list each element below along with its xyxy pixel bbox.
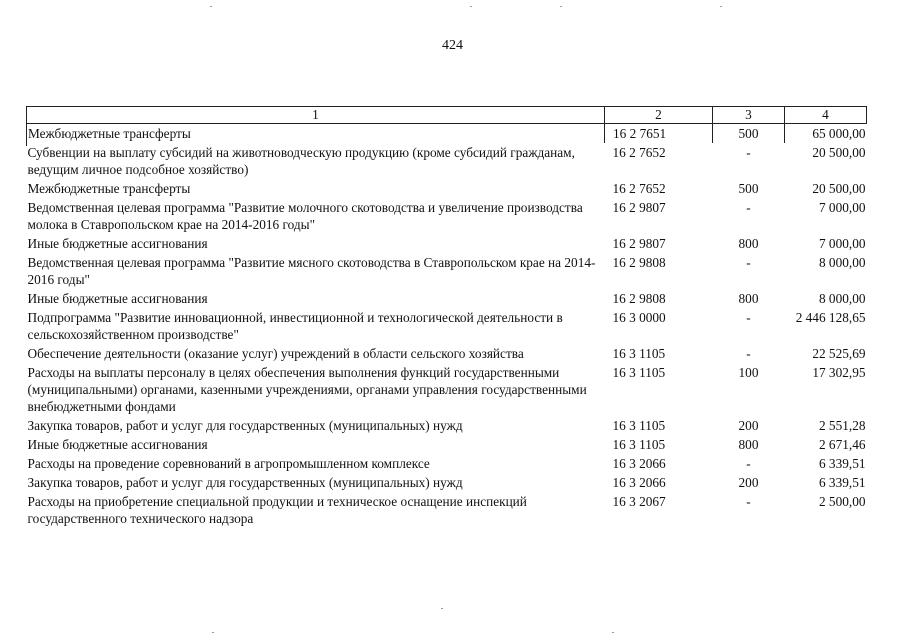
row-name-cell: Иные бюджетные ассигнования bbox=[27, 437, 208, 452]
table-row bbox=[27, 416, 867, 435]
row-code-cell: 16 2 7652 bbox=[612, 181, 666, 196]
row-code-cell: 16 2 9808 bbox=[612, 291, 666, 306]
row-type-cell: 800 bbox=[738, 437, 759, 452]
header-col-4: 4 bbox=[785, 107, 867, 124]
row-amount-cell: 20 500,00 bbox=[812, 145, 866, 160]
row-name-cell: Иные бюджетные ассигнования bbox=[27, 236, 208, 251]
row-amount-cell: 8 000,00 bbox=[818, 255, 866, 270]
row-type-cell: - bbox=[746, 456, 751, 471]
table-row bbox=[27, 289, 867, 308]
scan-speck bbox=[720, 6, 722, 7]
row-code-cell: 16 2 7651 bbox=[605, 124, 713, 144]
table-row bbox=[27, 492, 867, 528]
row-type-cell: 800 bbox=[738, 291, 759, 306]
row-amount-cell: 2 671,46 bbox=[818, 437, 866, 452]
row-code-cell: 16 2 7652 bbox=[612, 145, 666, 160]
row-name-cell: Закупка товаров, работ и услуг для государственных (муниципальных) нужд bbox=[27, 475, 463, 490]
row-amount-cell: 7 000,00 bbox=[818, 236, 866, 251]
row-name-cell: Расходы на проведение соревнований в агропромышленном комплексе bbox=[27, 456, 430, 471]
row-code-cell: 16 3 2066 bbox=[612, 475, 666, 490]
header-col-1: 1 bbox=[27, 107, 605, 124]
row-name-cell: Ведомственная целевая программа "Развитие молочного скотоводства и увеличение производства молока в Ставропольском крае на 2014-2016 годы" bbox=[27, 200, 583, 232]
row-code-cell: 16 3 1105 bbox=[612, 437, 666, 452]
row-type-cell: 200 bbox=[738, 475, 759, 490]
row-code-cell: 16 3 1105 bbox=[612, 365, 666, 380]
row-name-cell: Закупка товаров, работ и услуг для государственных (муниципальных) нужд bbox=[27, 418, 463, 433]
row-amount-cell: 20 500,00 bbox=[812, 181, 866, 196]
row-type-cell: - bbox=[746, 200, 751, 215]
row-type-cell: - bbox=[746, 310, 751, 325]
row-name-cell: Межбюджетные трансферты bbox=[27, 181, 191, 196]
scan-speck bbox=[560, 6, 562, 7]
row-type-cell: 100 bbox=[738, 365, 759, 380]
table-row bbox=[27, 363, 867, 416]
row-amount-cell: 22 525,69 bbox=[812, 346, 866, 361]
row-amount-cell: 8 000,00 bbox=[818, 291, 866, 306]
table-row bbox=[27, 435, 867, 454]
table-row bbox=[27, 179, 867, 198]
row-name-cell: Межбюджетные трансферты bbox=[27, 124, 605, 144]
row-code-cell: 16 3 1105 bbox=[612, 346, 666, 361]
row-amount-cell: 17 302,95 bbox=[812, 365, 866, 380]
row-code-cell: 16 2 9807 bbox=[612, 236, 666, 251]
row-name-cell: Подпрограмма "Развитие инновационной, инвестиционной и технологической деятельности в сельскохозяйственном производстве" bbox=[27, 310, 563, 342]
table-header-row bbox=[27, 107, 867, 124]
header-col-2: 2 bbox=[605, 107, 713, 124]
table-row bbox=[27, 198, 867, 234]
row-type-cell: - bbox=[746, 346, 751, 361]
header-col-3: 3 bbox=[713, 107, 785, 124]
row-name-cell: Расходы на выплаты персоналу в целях обеспечения выполнения функций государственными (муниципальными) органами, казенными учреждениями, органами управления государственными внебюджетными фондами bbox=[27, 365, 587, 414]
scan-speck bbox=[612, 632, 614, 633]
row-name-cell: Обеспечение деятельности (оказание услуг) учреждений в области сельского хозяйства bbox=[27, 346, 524, 361]
row-type-cell: - bbox=[746, 255, 751, 270]
row-code-cell: 16 3 0000 bbox=[612, 310, 666, 325]
row-name-cell: Расходы на приобретение специальной продукции и техническое оснащение инспекций государственного технического надзора bbox=[27, 494, 527, 526]
table-row bbox=[27, 344, 867, 363]
row-type-cell: - bbox=[746, 145, 751, 160]
row-code-cell: 16 2 9807 bbox=[612, 200, 666, 215]
row-type-cell: 800 bbox=[738, 236, 759, 251]
row-code-cell: 16 3 1105 bbox=[612, 418, 666, 433]
table-row bbox=[27, 253, 867, 289]
row-amount-cell: 7 000,00 bbox=[818, 200, 866, 215]
row-amount-cell: 65 000,00 bbox=[785, 124, 867, 144]
budget-table bbox=[26, 106, 867, 528]
table-left-edge bbox=[26, 124, 27, 146]
row-amount-cell: 2 446 128,65 bbox=[795, 310, 866, 325]
row-name-cell: Ведомственная целевая программа "Развитие мясного скотоводства в Ставропольском крае на 2014-2016 годы" bbox=[27, 255, 596, 287]
row-amount-cell: 6 339,51 bbox=[818, 456, 866, 471]
table-body bbox=[27, 124, 867, 529]
table-row bbox=[27, 473, 867, 492]
table-row bbox=[27, 308, 867, 344]
scan-speck bbox=[212, 632, 214, 633]
row-type-cell: 500 bbox=[738, 181, 759, 196]
row-name-cell: Субвенции на выплату субсидий на животноводческую продукцию (кроме субсидий гражданам, ведущим личное подсобное хозяйство) bbox=[27, 145, 575, 177]
table-row bbox=[27, 124, 867, 144]
page-number: 424 bbox=[442, 38, 463, 53]
table-row bbox=[27, 143, 867, 179]
row-code-cell: 16 3 2066 bbox=[612, 456, 666, 471]
row-type-cell: - bbox=[746, 494, 751, 509]
row-amount-cell: 6 339,51 bbox=[818, 475, 866, 490]
row-name-cell: Иные бюджетные ассигнования bbox=[27, 291, 208, 306]
row-amount-cell: 2 551,28 bbox=[818, 418, 866, 433]
row-code-cell: 16 3 2067 bbox=[612, 494, 666, 509]
table-header bbox=[27, 107, 867, 124]
table-row bbox=[27, 454, 867, 473]
scan-speck bbox=[470, 6, 472, 7]
row-amount-cell: 2 500,00 bbox=[818, 494, 866, 509]
row-type-cell: 200 bbox=[738, 418, 759, 433]
scan-speck bbox=[210, 6, 212, 7]
table-row bbox=[27, 234, 867, 253]
row-code-cell: 16 2 9808 bbox=[612, 255, 666, 270]
scan-speck bbox=[441, 608, 443, 609]
row-type-cell: 500 bbox=[713, 124, 785, 144]
